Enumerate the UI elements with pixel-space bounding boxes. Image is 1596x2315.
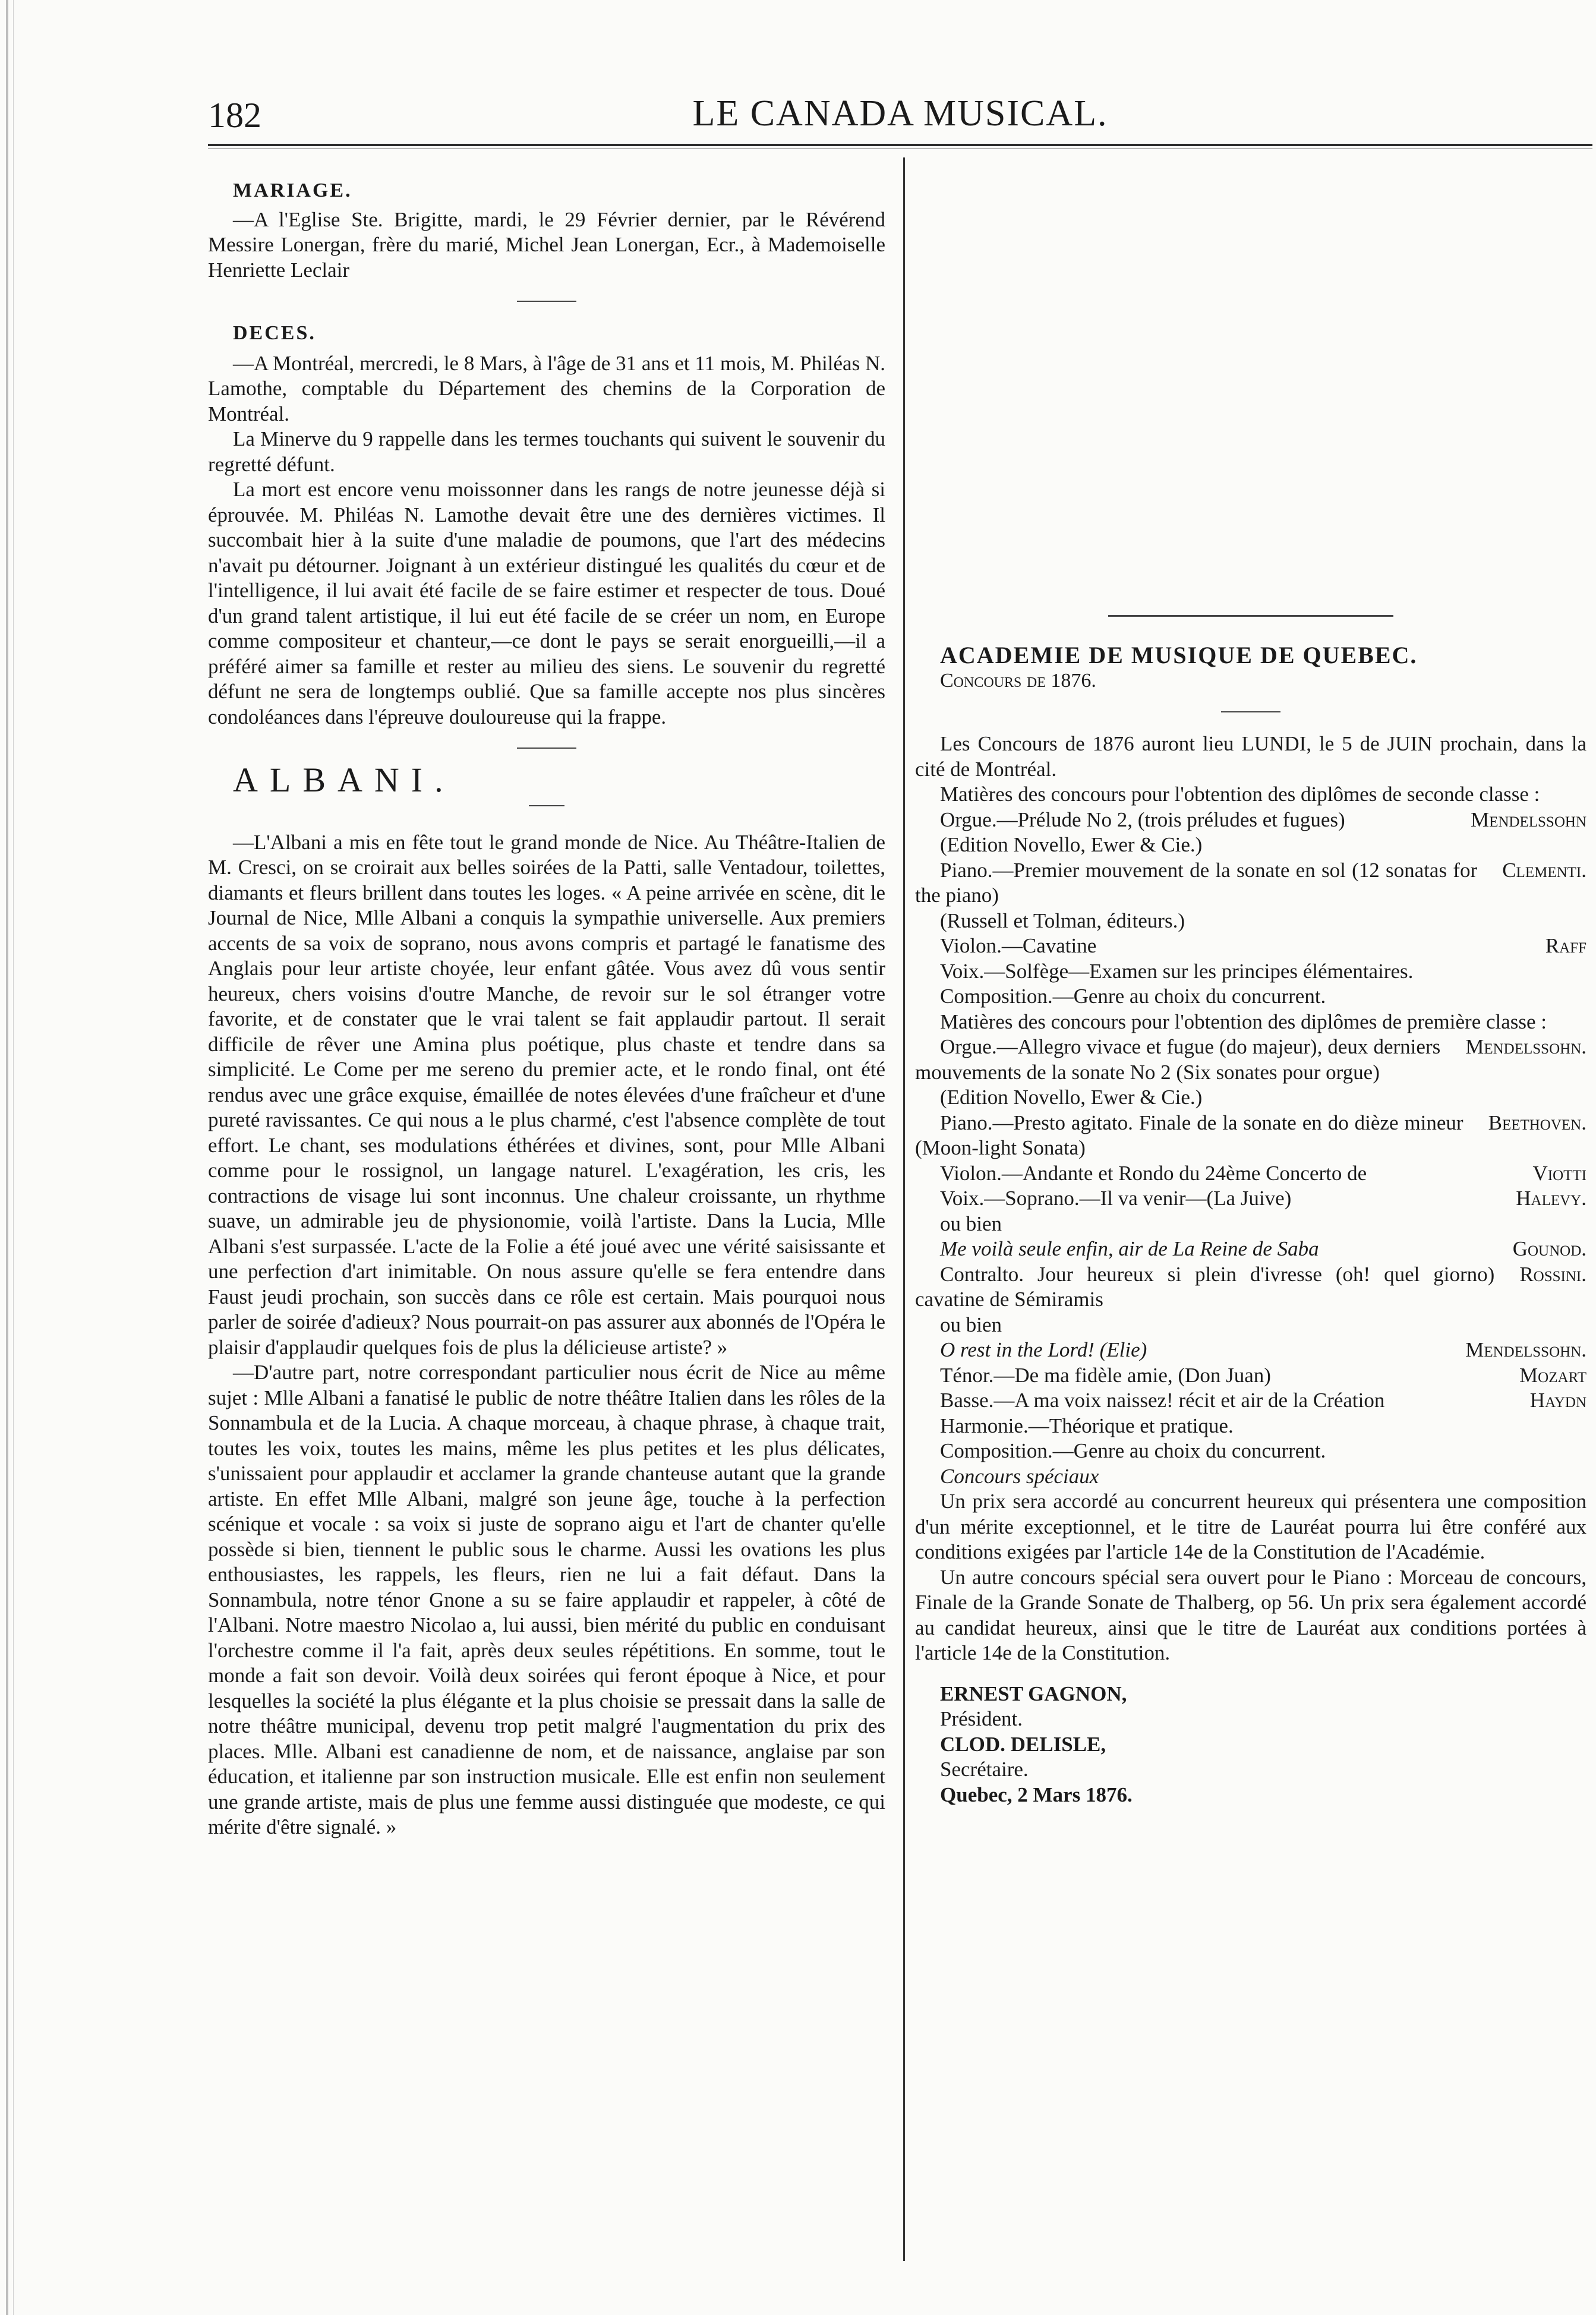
concours-subheading: Concours de 1876. — [940, 669, 1096, 692]
concours-entry — [915, 1161, 1586, 1187]
section-rule — [1221, 711, 1280, 712]
entry-text: Composition.—Genre au choix du concurrent. — [940, 985, 1326, 1008]
basse-entry: Haydn Basse.—A ma voix naissez! récit et air de la Création — [915, 1388, 1586, 1414]
composer: Clementi. — [1502, 858, 1586, 882]
concours-entry — [915, 933, 1586, 959]
composer: Viotti — [1532, 1161, 1586, 1185]
entry-text: Orgue.—Prélude No 2, (trois préludes et fugues) — [940, 808, 1345, 831]
entry-text: (Russell et Tolman, éditeurs.) — [940, 909, 1185, 932]
ou-bien-2: ou bien — [940, 1313, 1002, 1336]
concours-entry — [915, 984, 1586, 1010]
right-column — [915, 615, 1586, 1808]
column-divider — [903, 157, 905, 2261]
albani-heading: ALBANI. — [233, 761, 455, 799]
harmonie-entry: Harmonie.—Théorique et pratique. — [940, 1414, 1234, 1437]
composer: Mendelssohn. — [1465, 1338, 1586, 1361]
contralto-entry: Rossini. Contralto. Jour heureux si plein d'ivresse (oh! quel giorno) cavatine de Sémiramis — [915, 1262, 1586, 1311]
concours-entry — [915, 1186, 1586, 1212]
left-column — [208, 178, 885, 1840]
composer: Haydn — [1529, 1389, 1586, 1412]
deces-paragraph-1: —A Montréal, mercredi, le 8 Mars, à l'âge de 31 ans et 11 mois, M. Philéas N. Lamothe, comptable du Département des chemins de la Corporation de Montréal. — [208, 351, 885, 425]
concours-intro: Les Concours de 1876 auront lieu LUNDI, le 5 de JUIN prochain, dans la cité de Montréal. — [915, 732, 1586, 781]
composer: Mozart — [1519, 1363, 1586, 1387]
journal-title: LE CANADA MUSICAL. — [692, 93, 1108, 134]
concours-entry — [915, 1035, 1586, 1085]
seconde-classe-list — [915, 808, 1586, 1010]
concours-entry — [915, 858, 1586, 909]
entry-text: Piano.—Premier mouvement de la sonate en sol (12 sonatas for the piano) — [915, 858, 1478, 907]
mariage-text: —A l'Eglise Ste. Brigitte, mardi, le 29 Février dernier, par le Révérend Messire Lonergan, frère du marié, Michel Jean Lonergan, Ecr., à Mademoiselle Henriette Leclair — [208, 207, 885, 282]
page-edge-shadow — [6, 0, 8, 2315]
composer: Mendelssohn — [1470, 808, 1586, 831]
section-rule — [529, 805, 564, 806]
composition-entry: Composition.—Genre au choix du concurrent. — [940, 1439, 1326, 1462]
composer: Gounod. — [1512, 1237, 1586, 1260]
deces-paragraph-2: La Minerve du 9 rappelle dans les termes touchants qui suivent le souvenir du regretté défunt. — [208, 427, 885, 476]
voix-alternative-2: Mendelssohn. O rest in the Lord! (Elie) — [915, 1338, 1586, 1363]
seconde-classe-heading: Matières des concours pour l'obtention des diplômes de seconde classe : — [940, 783, 1540, 806]
signature-president-name: ERNEST GAGNON, — [940, 1682, 1127, 1705]
entry-text: Voix.—Soprano.—Il va venir—(La Juive) — [940, 1187, 1292, 1210]
entry-text: Violon.—Andante et Rondo du 24ème Concerto de — [940, 1161, 1367, 1185]
section-rule — [517, 748, 576, 749]
page-number: 182 — [208, 96, 261, 135]
albani-paragraph-1: —L'Albani a mis en fête tout le grand monde de Nice. Au Théâtre-Italien de M. Cresci, on se croirait aux belles soirées de la Patti, salle Ventadour, toilettes, diamants et fleurs brillent dans toutes les loges. « A peine arrivée en scène, dit le Journal de Nice, Mlle Albani a conquis la sympathie universelle. Aux premiers accents de sa voix de soprano, nous avons compris et partagé le fanatisme des Anglais pour leur artiste choyée, leur enfant gâtée. Vous avez dû vous sentir heureux, chers voisins d'outre Manche, de revoir sur le sol étranger votre favorite, et de constater que le vrai talent se fait applaudir partout. Il serait difficile de rêver une Amina plus poétique, plus chaste et tendre dans sa simplicité. Le Come per me sereno du premier acte, et le rondo final, ont été rendus avec une grâce exquise, émaillée de notes élevées d'une fraîcheur et d'une pureté ravissantes. Ce qui nous a le plus charmé, c'est l'absence complète de tout effort. Le chant, ses modulations éthérées et divines, sont, pour Mlle Albani comme pour le rossignol, un langage naturel. L'exagération, les cris, les contractions de visage lui sont inconnus. Une chaleur croissante, un rhythme suave, un admirable jeu de physionomie, voilà l'artiste. Dans la Lucia, Mlle Albani s'est surpassée. L'acte de la Folie a été joué avec une vérité saisissante et une perfection d'art inimitable. On nous assure qu'elle se fera entendre dans Faust jeudi prochain, son succès dans ce rôle est certain. Mais pourquoi nous parler de soirée d'adieux? Nous pourrait-on pas assurer aux abonnés de l'Opéra le plaisir d'applaudir quelques fois de plus la délicieuse artiste? » — [208, 830, 885, 1359]
composer: Halevy. — [1516, 1187, 1586, 1210]
concours-speciaux-paragraph-1: Un prix sera accordé au concurrent heureux qui présentera une composition d'un mérite exceptionnel, et le titre de Lauréat pourra lui être conféré aux conditions exigées par l'article 14e de la Constitution de l'Académie. — [915, 1490, 1586, 1563]
academie-heading: ACADEMIE DE MUSIQUE DE QUEBEC. — [940, 642, 1418, 668]
composer: Rossini. — [1519, 1262, 1586, 1286]
composer: Beethoven. — [1488, 1111, 1586, 1134]
header-rule — [208, 144, 1592, 146]
dateline: Quebec, 2 Mars 1876. — [940, 1783, 1133, 1806]
entry-text: (Edition Novello, Ewer & Cie.) — [940, 1086, 1203, 1109]
composer: Mendelssohn. — [1465, 1035, 1586, 1058]
tenor-entry: Mozart Ténor.—De ma fidèle amie, (Don Juan) — [915, 1363, 1586, 1389]
albani-paragraph-2: —D'autre part, notre correspondant particulier nous écrit de Nice au même sujet : Mlle Albani a fanatisé le public de notre théâtre Italien dans les rôles de la Sonnambula et de la Lucia. A chaque morceau, à chaque phrase, à chaque trait, toutes les voix, toutes les mains, même les plus petites et les plus délicates, s'unissaient pour applaudir et acclamer la grande chanteuse autant que la grande artiste. En effet Mlle Albani, malgré son jeune âge, touche à la perfection scénique et vocale : sa voix si juste de soprano aigu et l'art de chanter qu'elle possède si bien, tiennent le public sous le charme. Aussi les ovations les plus enthousiastes, les rappels, les fleurs, rien ne lui a fait défaut. Dans la Sonnambula, notre ténor Gnone a su se faire applaudir et rappeler, à côté de l'Albani. Notre maestro Nicolao a, lui aussi, bien mérité du public en conduisant l'orchestre comme il l'a fait, après deux seules répétitions. En somme, tout le monde a fait son devoir. Voilà deux soirées qui feront époque à Nice, et pour lesquelles la société la plus élégante et la plus choisie se pressait dans la salle de notre théâtre municipal, devenu trop petit malgré l'augmentation du prix des places. Mlle. Albani est canadienne de nom, et de naissance, anglaise par son éducation, et italienne par son instruction musicale. Elle est enfin non seulement une grande artiste, mais de plus une femme aussi distinguée que modeste, ce qui mérite d'être signalé. » — [208, 1361, 885, 1838]
concours-entry — [915, 959, 1586, 985]
ou-bien-1: ou bien — [940, 1212, 1002, 1235]
deces-paragraph-3: La mort est encore venu moissonner dans les rangs de notre jeunesse déjà si éprouvée. M. Philéas N. Lamothe devait être une des dernières victimes. Il succombait hier à la suite d'une maladie de poumons, que l'art des médecins n'avait pu détourner. Joignant à un extérieur distingué les qualités du cœur et de l'intelligence, il lui avait été facile de se faire estimer et respecter de tous. Doué d'un grand talent artistique, il lui eut été facile de se créer un nom, en Europe comme compositeur et chanteur,—ce dont le pays se serait enorgueilli,—il a préféré aimer sa famille et rester au milieu des siens. Le souvenir du regretté défunt ne sera de longtemps oublié. Que sa famille accepte nos plus sincères condoléances dans l'épreuve douloureuse qui la frappe. — [208, 478, 885, 728]
page-header — [208, 89, 1592, 143]
signature-secretaire-name: CLOD. DELISLE, — [940, 1732, 1106, 1756]
premiere-classe-list — [915, 1035, 1586, 1212]
premiere-classe-heading: Matières des concours pour l'obtention des diplômes de première classe : — [940, 1010, 1547, 1033]
section-rule — [1108, 615, 1393, 617]
deces-heading: DECES. — [233, 322, 316, 344]
signature-secretaire-title: Secrétaire. — [940, 1758, 1029, 1781]
concours-entry — [915, 909, 1586, 934]
entry-text: Violon.—Cavatine — [940, 934, 1097, 957]
entry-text: (Edition Novello, Ewer & Cie.) — [940, 833, 1203, 856]
concours-entry — [915, 1111, 1586, 1161]
section-rule — [517, 301, 576, 302]
concours-entry — [915, 808, 1586, 833]
concours-speciaux-heading: Concours spéciaux — [940, 1464, 1099, 1488]
page-edge-line — [13, 0, 14, 2315]
concours-entry — [915, 1085, 1586, 1111]
mariage-heading: MARIAGE. — [233, 179, 352, 201]
concours-entry — [915, 832, 1586, 858]
composer: Raff — [1545, 934, 1586, 957]
entry-text: Piano.—Presto agitato. Finale de la sonate en do dièze mineur (Moon-light Sonata) — [915, 1111, 1463, 1159]
entry-text: Orgue.—Allegro vivace et fugue (do majeur), deux derniers mouvements de la sonate No 2 (Six sonates pour orgue) — [915, 1035, 1441, 1084]
entry-text: Voix.—Solfège—Examen sur les principes élémentaires. — [940, 959, 1414, 983]
signature-president-title: Président. — [940, 1707, 1023, 1730]
voix-alternative-1: Gounod. Me voilà seule enfin, air de La Reine de Saba — [915, 1237, 1586, 1262]
concours-speciaux-paragraph-2: Un autre concours spécial sera ouvert pour le Piano : Morceau de concours, Finale de la Grande Sonate de Thalberg, op 56. Un prix sera également accordé au candidat heureux, ainsi que le titre de Lauréat aux conditions portées à l'article 14e de la Constitution. — [915, 1565, 1586, 1664]
